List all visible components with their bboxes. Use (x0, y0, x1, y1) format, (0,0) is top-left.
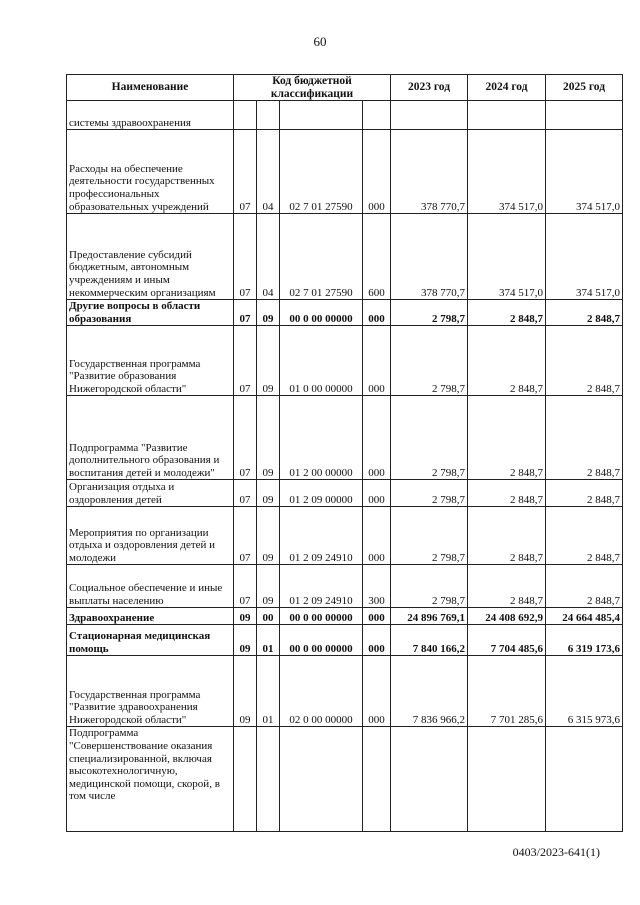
value-2025 (546, 101, 623, 130)
table-row (67, 130, 623, 214)
expense-type-code: 000 (363, 480, 391, 507)
value-2023 (391, 101, 468, 130)
section-code: 09 (234, 625, 257, 656)
value-2024: 374 517,0 (468, 214, 546, 300)
row-name: Организация отдыха и оздоровления детей (67, 480, 234, 507)
table-body (67, 101, 623, 832)
section-code (234, 727, 257, 832)
value-2024 (468, 101, 546, 130)
section-code: 07 (234, 396, 257, 480)
value-2025: 24 664 485,4 (546, 608, 623, 625)
subsection-code: 09 (257, 326, 280, 396)
row-name: Другие вопросы в области образования (67, 300, 234, 326)
table-row (67, 326, 623, 396)
value-2024: 7 701 285,6 (468, 656, 546, 727)
subsection-code: 04 (257, 130, 280, 214)
row-name: Государственная программа "Развитие образования Нижегородской области" (67, 326, 234, 396)
row-name: Расходы на обеспечение деятельности государственных профессиональных образовательных учреждений (67, 130, 234, 214)
target-article-code: 00 0 00 00000 (280, 608, 363, 625)
value-2023: 2 798,7 (391, 507, 468, 565)
table-row (67, 625, 623, 656)
row-name: Социальное обеспечение и иные выплаты населению (67, 565, 234, 608)
value-2023: 7 836 966,2 (391, 656, 468, 727)
value-2023: 24 896 769,1 (391, 608, 468, 625)
row-name: Государственная программа "Развитие здравоохранения Нижегородской области" (67, 656, 234, 727)
value-2024: 2 848,7 (468, 507, 546, 565)
target-article-code: 01 0 00 00000 (280, 326, 363, 396)
value-2025: 2 848,7 (546, 396, 623, 480)
section-code: 07 (234, 130, 257, 214)
table-header-row (67, 75, 623, 101)
section-code: 07 (234, 565, 257, 608)
section-code: 07 (234, 480, 257, 507)
target-article-code: 01 2 09 00000 (280, 480, 363, 507)
value-2023: 378 770,7 (391, 214, 468, 300)
expense-type-code: 000 (363, 507, 391, 565)
value-2024: 7 704 485,6 (468, 625, 546, 656)
value-2025: 2 848,7 (546, 565, 623, 608)
subsection-code: 09 (257, 300, 280, 326)
value-2024: 2 848,7 (468, 326, 546, 396)
value-2025: 2 848,7 (546, 326, 623, 396)
table-row (67, 214, 623, 300)
row-name: Здравоохранение (67, 608, 234, 625)
value-2025: 2 848,7 (546, 507, 623, 565)
row-name: Предоставление субсидий бюджетным, автономным учреждениям и иным некоммерческим организациям (67, 214, 234, 300)
value-2025: 374 517,0 (546, 130, 623, 214)
row-name: Мероприятия по организации отдыха и оздоровления детей и молодежи (67, 507, 234, 565)
page-number: 60 (313, 34, 327, 49)
table-row (67, 507, 623, 565)
section-code: 09 (234, 608, 257, 625)
subsection-code: 01 (257, 625, 280, 656)
expense-type-code: 300 (363, 565, 391, 608)
table-row (67, 396, 623, 480)
header-2024: 2024 год (468, 75, 546, 101)
header-code: Код бюджетной классификации (234, 75, 391, 101)
section-code: 07 (234, 214, 257, 300)
expense-type-code: 000 (363, 300, 391, 326)
table-row (67, 608, 623, 625)
target-article-code: 02 7 01 27590 (280, 214, 363, 300)
header-2023: 2023 год (391, 75, 468, 101)
row-name: системы здравоохранения (67, 101, 234, 130)
value-2023: 2 798,7 (391, 396, 468, 480)
row-name: Подпрограмма "Совершенствование оказания специализированной, включая высокотехнологичную, медицинской помощи, скорой, в том числе (67, 727, 234, 832)
subsection-code (257, 727, 280, 832)
table-row (67, 727, 623, 832)
subsection-code: 09 (257, 507, 280, 565)
header-name: Наименование (67, 75, 234, 101)
value-2024: 2 848,7 (468, 300, 546, 326)
value-2023: 2 798,7 (391, 565, 468, 608)
subsection-code: 09 (257, 396, 280, 480)
target-article-code (280, 727, 363, 832)
table-row (67, 101, 623, 130)
expense-type-code: 000 (363, 608, 391, 625)
budget-table (66, 74, 623, 832)
row-name: Стационарная медицинская помощь (67, 625, 234, 656)
value-2024 (468, 727, 546, 832)
value-2024: 24 408 692,9 (468, 608, 546, 625)
document-code: 0403/2023-641(1) (512, 845, 600, 859)
header-2025: 2025 год (546, 75, 623, 101)
subsection-code (257, 101, 280, 130)
value-2025: 2 848,7 (546, 480, 623, 507)
table-row (67, 480, 623, 507)
value-2024: 374 517,0 (468, 130, 546, 214)
subsection-code: 01 (257, 656, 280, 727)
expense-type-code: 000 (363, 625, 391, 656)
target-article-code: 02 7 01 27590 (280, 130, 363, 214)
table-row (67, 300, 623, 326)
expense-type-code (363, 101, 391, 130)
section-code: 07 (234, 300, 257, 326)
table-row (67, 565, 623, 608)
value-2024: 2 848,7 (468, 396, 546, 480)
value-2024: 2 848,7 (468, 480, 546, 507)
value-2023: 7 840 166,2 (391, 625, 468, 656)
value-2023: 2 798,7 (391, 480, 468, 507)
target-article-code: 01 2 00 00000 (280, 396, 363, 480)
target-article-code (280, 101, 363, 130)
target-article-code: 00 0 00 00000 (280, 300, 363, 326)
target-article-code: 02 0 00 00000 (280, 656, 363, 727)
value-2025: 2 848,7 (546, 300, 623, 326)
target-article-code: 01 2 09 24910 (280, 507, 363, 565)
value-2025: 374 517,0 (546, 214, 623, 300)
expense-type-code: 000 (363, 326, 391, 396)
target-article-code: 01 2 09 24910 (280, 565, 363, 608)
value-2023 (391, 727, 468, 832)
subsection-code: 09 (257, 565, 280, 608)
row-name: Подпрограмма "Развитие дополнительного образования и воспитания детей и молодежи" (67, 396, 234, 480)
expense-type-code: 000 (363, 396, 391, 480)
value-2025 (546, 727, 623, 832)
table-row (67, 656, 623, 727)
subsection-code: 09 (257, 480, 280, 507)
expense-type-code (363, 727, 391, 832)
value-2023: 2 798,7 (391, 326, 468, 396)
section-code: 07 (234, 326, 257, 396)
expense-type-code: 600 (363, 214, 391, 300)
value-2023: 378 770,7 (391, 130, 468, 214)
expense-type-code: 000 (363, 656, 391, 727)
value-2024: 2 848,7 (468, 565, 546, 608)
target-article-code: 00 0 00 00000 (280, 625, 363, 656)
value-2025: 6 315 973,6 (546, 656, 623, 727)
section-code: 07 (234, 507, 257, 565)
expense-type-code: 000 (363, 130, 391, 214)
value-2023: 2 798,7 (391, 300, 468, 326)
section-code (234, 101, 257, 130)
value-2025: 6 319 173,6 (546, 625, 623, 656)
section-code: 09 (234, 656, 257, 727)
subsection-code: 00 (257, 608, 280, 625)
subsection-code: 04 (257, 214, 280, 300)
